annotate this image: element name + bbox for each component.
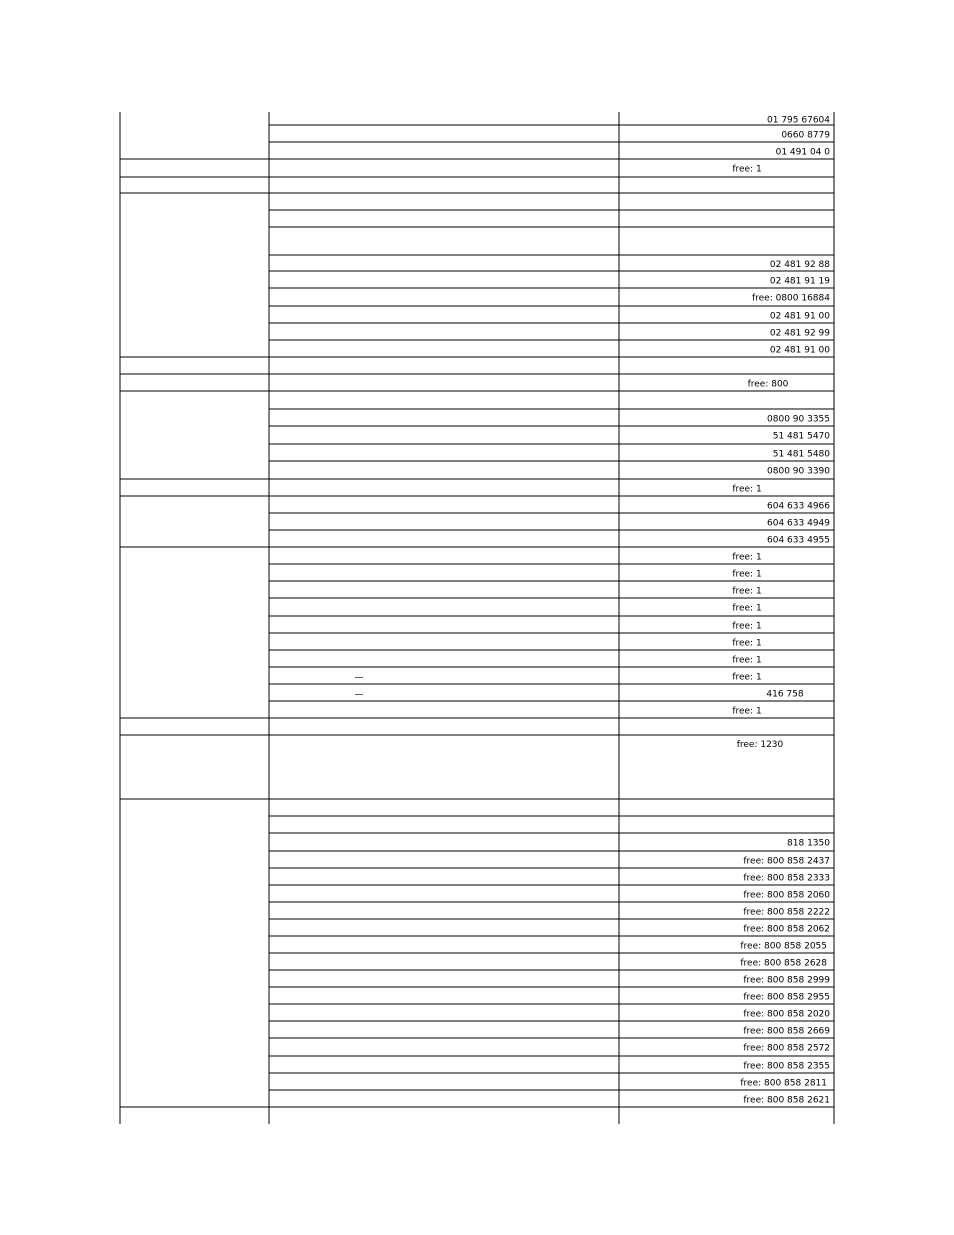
phone-number: 02 481 92 88 (769, 260, 830, 270)
phone-number: free: 800 (747, 379, 789, 390)
phone-number: 02 481 91 00 (769, 345, 830, 356)
phone-number: 818 1350 (787, 838, 830, 849)
phone-number: free: 800 858 2628 (740, 958, 827, 969)
phone-number: 01 795 67604 (767, 115, 830, 126)
dash-marker: — (354, 672, 364, 683)
phone-number: 604 633 4949 (767, 518, 830, 529)
phone-number: free: 1 (732, 672, 762, 683)
phone-number: free: 800 858 2811 (740, 1078, 827, 1089)
phone-number: free: 800 858 2055 (740, 941, 827, 952)
phone-number: 0660 8779 (781, 130, 830, 141)
phone-number: free: 800 858 2060 (743, 890, 830, 901)
phone-number: free: 800 858 2333 (743, 873, 830, 884)
phone-number: free: 1 (732, 655, 762, 666)
phone-number: free: 1 (732, 569, 762, 580)
phone-number: 416 758 (766, 689, 804, 700)
phone-number: free: 0800 16884 (751, 293, 830, 304)
phone-number: free: 1 (732, 638, 762, 649)
phone-number: free: 800 858 2222 (743, 907, 830, 918)
phone-number: 0800 90 3355 (767, 414, 830, 425)
phone-number: free: 1 (732, 621, 762, 632)
phone-number: free: 1 (732, 552, 762, 563)
phone-number: 0800 90 3390 (767, 466, 830, 477)
phone-number: free: 1 (732, 164, 762, 175)
phone-number: free: 1230 (736, 740, 784, 750)
phone-number: 01 491 04 0 (775, 147, 830, 158)
phone-number: free: 800 858 2572 (743, 1043, 830, 1054)
phone-number: free: 800 858 2999 (743, 975, 830, 986)
phone-number: 604 633 4955 (767, 535, 830, 546)
phone-number: free: 1 (732, 603, 762, 614)
phone-number: 02 481 91 00 (769, 311, 830, 322)
phone-number: free: 800 858 2955 (743, 992, 830, 1003)
phone-number: 51 481 5470 (772, 431, 830, 442)
phone-number: free: 1 (732, 706, 762, 717)
phone-number: free: 800 858 2437 (743, 856, 830, 867)
phone-number: 02 481 92 99 (769, 328, 830, 339)
phone-number: 604 633 4966 (767, 501, 830, 512)
dash-marker: — (354, 689, 364, 700)
phone-number: free: 800 858 2669 (743, 1026, 830, 1037)
phone-number: free: 1 (732, 586, 762, 597)
phone-number: 02 481 91 19 (769, 276, 830, 287)
phone-number: 51 481 5480 (772, 449, 830, 460)
phone-number: free: 1 (732, 484, 762, 495)
phone-number: free: 800 858 2355 (743, 1061, 830, 1072)
phone-number: free: 800 858 2062 (743, 924, 830, 935)
phone-number: free: 800 858 2621 (743, 1095, 830, 1106)
phone-number: free: 800 858 2020 (743, 1009, 830, 1020)
